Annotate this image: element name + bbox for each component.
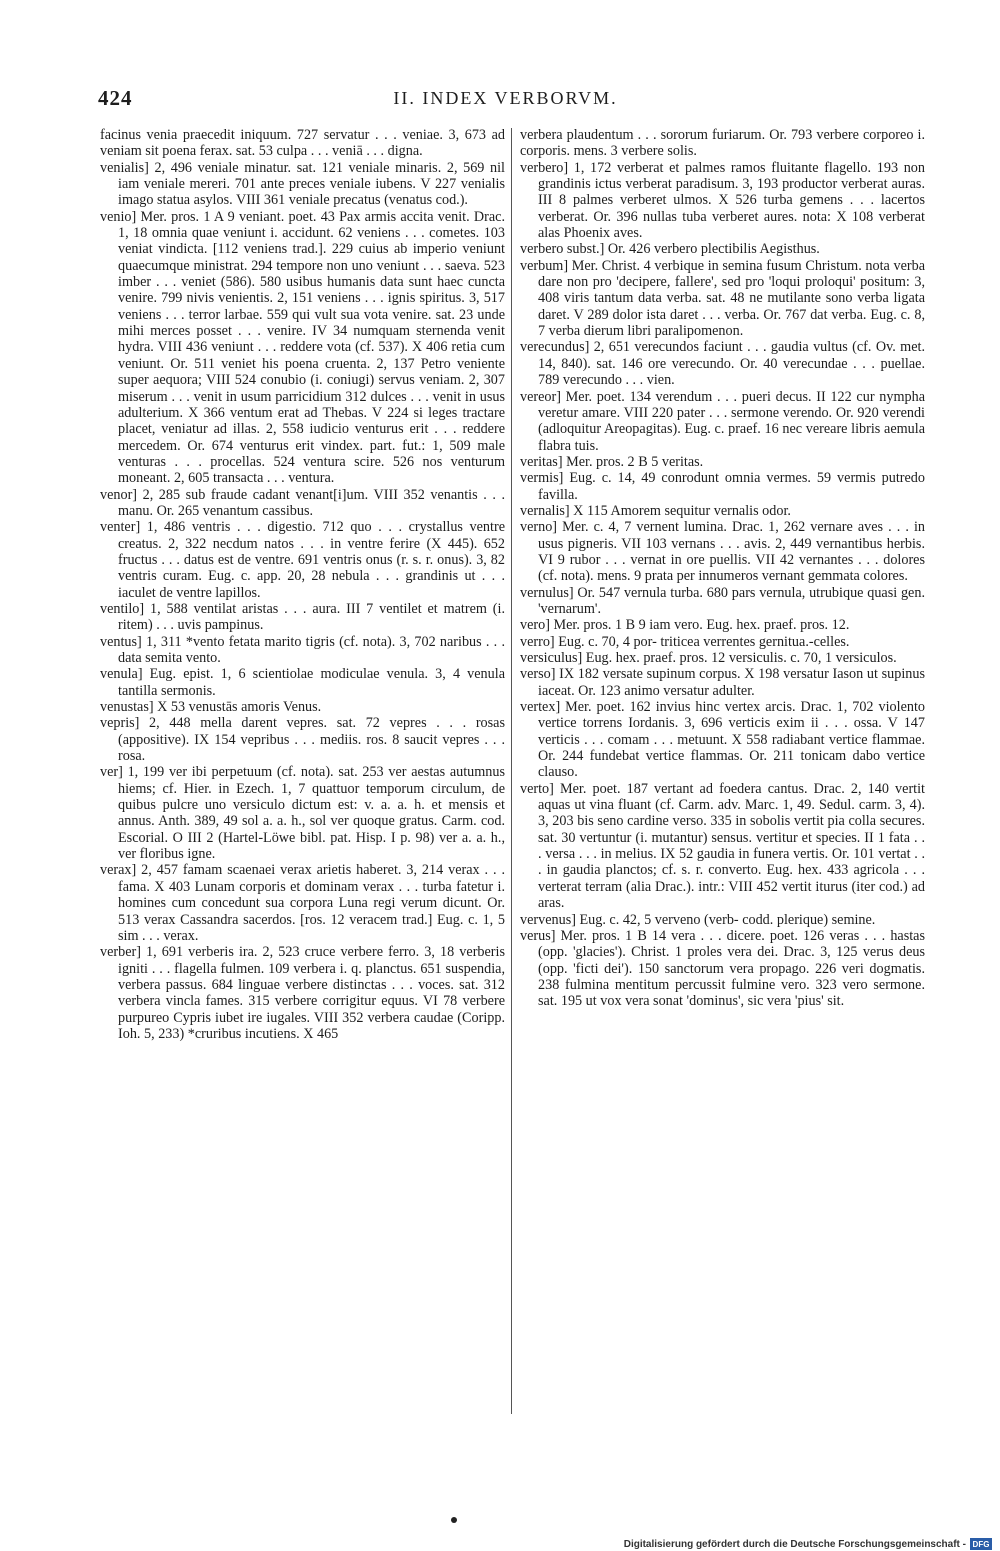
index-entry: vereor] Mer. poet. 134 verendum . . . pueri decus. II 122 cur nympha veretur amare. VIII 220 pater . . . sermone verendo. Or. 920 verendi (adloquitur Areopagitas). Eug. c. praef. 16 nec vereare libris aemula flabra tuis. [520,388,925,454]
index-entry: ventus] 1, 311 *vento fetata marito tigris (cf. nota). 3, 702 naribus . . . data semita vento. [100,633,505,666]
index-entry: vernulus] Or. 547 vernula turba. 680 pars vernula, utrubique quasi gen. 'vernarum'. [520,584,925,617]
index-entry: venustas] X 53 venustās amoris Venus. [100,699,322,716]
index-entry: ver] 1, 199 ver ibi perpetuum (cf. nota). sat. 253 ver aestas autumnus hiems; cf. Hier. in Ezech. 1, 7 quattuor temporum circulum, de quibus pulcre uno versiculo dictum est: v. a. a. h. et mensis et annus. Anth. 389, 49 sol a. a. h., sol ver quoque gratus. Carm. cod. Escorial. O III 2 (Hartel-Löwe bibl. pat. Hisp. I p. 98) ver a. a. h., ver floribus igne. [100,764,505,863]
index-entry: versiculus] Eug. hex. praef. pros. 12 versiculis. c. 70, 1 versiculos. [520,650,897,666]
index-entry: verso] IX 182 versate supinum corpus. X 198 versatur Iason ut supinus iaceat. Or. 123 animo versatur adulter. [520,666,925,699]
index-entry: ventilo] 1, 588 ventilat aristas . . . aura. III 7 ventilet et matrem (i. ritem) . . . uvis pampinus. [100,600,505,634]
index-entry: venio] Mer. pros. 1 A 9 veniant. poet. 43 Pax armis accita venit. Drac. 1, 18 omnia quae veniunt i. accidunt. 62 veniens . . . cometes. 103 veniat vindicta. [112 veniens trad.]. 229 cuius ab imperio veniunt quaecumque ministrat. 294 tempore non uno veniunt . . . saeva. 523 imber . . . veniet (586). 580 usibus humanis data sunt haec cuncta venire. 799 nivis venientis. 2, 151 veniens . . . ignis spiritus. 3, 517 veniens . . . terror larbae. 559 qui vult sua vota venire. sat. 23 unde mihi merces posset . . . venire. IV 34 numquam sternenda venit hydra. VIII 436 veniunt . . . reddere vota (cf. 537). X 406 retia cum veniunt. Or. 511 veniet his poena cruenta. 2, 137 Petro veniente super aequora; VIII 524 conubio (i. coniugi) servus veniam. 2, 307 miserum . . . venit in usum parricidium 312 dulces . . . venit in usus adulterium. X 366 ventum erat ad Thebas. V 224 si leges tractare placet, veniatur ad illas. 2, 558 iudicio venturus erit . . . reddere mercedem. Or. 674 venturus erit vindex. part. fut.: 1, 509 male venturas . . . procellas. 524 ventura scire. 526 nos venturum moneant. 2, 605 transacta . . . ventura. [100,208,505,487]
index-entry: vertex] Mer. poet. 162 invius hinc vertex arcis. Drac. 1, 702 violento vertice torrens Iordanis. 3, 696 verticis exim ii . . . ossa. V 147 verticis . . . comam . . . metuunt. X 558 radiabant vertice flammae. Or. 244 fundebat vertice flammas. Or. 211 tonicam dabo vertice clauso. [520,699,925,781]
index-entry: verbera plaudentum . . . sororum furiarum. Or. 793 verbere corporeo i. corporis. mens. 3 verbere solis. [520,127,925,160]
right-column [520,127,925,1010]
index-entry: facinus venia praecedit iniquum. 727 servatur . . . veniae. 3, 673 ad veniam sit poena ferax. sat. 53 culpa . . . veniā . . . digna. [100,127,505,160]
index-entry: vervenus] Eug. c. 42, 5 verveno (verb- codd. plerique) semine. [520,911,876,928]
index-entry: verno] Mer. c. 4, 7 vernent lumina. Drac. 1, 262 vernare aves . . . in usus pigneris. VII 103 vernans . . . avis. 2, 449 vernantibus herbis. VI 9 rubor . . . vernat in ore puellis. VII 42 vernantes . . . dolores (cf. nota). mens. 9 prata per innumeros vernant gemmata colores. [520,519,925,585]
index-entry: vernalis] X 115 Amorem sequitur vernalis odor. [520,502,791,519]
index-entry: verro] Eug. c. 70, 4 por- triticea verrentes gernitua.-celles. [520,633,850,650]
page-mark-dot [451,1517,457,1523]
page-header [98,86,913,116]
column-divider [511,128,512,1414]
index-entry: verus] Mer. pros. 1 B 14 vera . . . dicere. poet. 126 veras . . . hastas (opp. 'glacies'). Christ. 1 proles vera dei. Drac. 3, 125 verus deus (opp. 'ficti dei'). 150 sanctorum vera propago. 226 veri dogmatis. 238 fulmina mentitum percussit fulmine vero. 323 vero sermone. sat. 195 ut vox vera sonat 'dominus', sic vera 'pius' sit. [520,927,925,1010]
index-entry: venula] Eug. epist. 1, 6 scientiolae modiculae venula. 3, 4 venula tantilla sermonis. [100,666,505,699]
index-entry: verbum] Mer. Christ. 4 verbique in semina fusum Christum. nota verba dare non pro 'decipere, fallere', sed pro 'loqui proloqui' positum: 3, 408 viris tantum data verba. sat. 48 ne mutilante sono verba ligata daret. V 289 dolor ista daret . . . verba. Or. 767 dat verba. Eug. c. 8, 7 verba dierum libri paralipomenon. [520,257,925,340]
index-entry: verber] 1, 691 verberis ira. 2, 523 cruce verbere ferro. 3, 18 verberis igniti . . . flagella fulmen. 109 verbera i. q. planctus. 651 suspendia, verbera passus. 684 linguae verbere distinctas . . . voces. sat. 312 verbera vincla fames. 315 verbere corrigitur equus. VI 78 verbere purpureo Cypris iubet ire iugales. VIII 352 verbera caudae (Coripp. Ioh. 5, 233) *cruribus incutiens. X 465 [100,944,505,1042]
index-entry: venter] 1, 486 ventris . . . digestio. 712 quo . . . crystallus ventre creatus. 2, 322 necdum natos . . . in ventre ferire (X 445). 652 fructus . . . datus est de ventre. 691 ventris onus (r. s. r. onus). 3, 82 ventris curam. Eug. c. app. 20, 28 nebula . . . grandinis ut . . . iaculet de ventre lapillos. [100,519,505,601]
index-entry: venialis] 2, 496 veniale minatur. sat. 121 veniale minaris. 2, 569 nil iam veniale mereri. 701 ante preces veniale iubens. V 227 venialis imago statua asylos. VIII 361 veniale precatus (venatus cod.). [100,159,505,209]
index-entry: vero] Mer. pros. 1 B 9 iam vero. Eug. hex. praef. pros. 12. [520,617,850,634]
index-entry: verto] Mer. poet. 187 vertant ad foedera cantus. Drac. 2, 140 vertit aquas ut vina fluant (cf. Carm. adv. Marc. 1, 49. Sedul. carm. 3, 4). 3, 203 bis seno cardine verso. 335 in sobolis vertit pia colla secures. sat. 30 vertuntur (i. mutantur) sensus. vertitur et species. II 1 fata . . . versa . . . in melius. IX 52 gaudia in funera vertis. Or. 101 vertat . . . in gaudia planctos; cf. s. r. converto. Eug. hex. 433 agricola . . . verterat terram (alia Drac.). intr.: VIII 452 vertit iturus (iter cod.) ad aras. [520,780,925,912]
index-entry: venor] 2, 285 sub fraude cadant venant[i]um. VIII 352 venantis . . . manu. Or. 265 venantum cassibus. [100,486,505,519]
index-entry: verecundus] 2, 651 verecundos faciunt . . . gaudia vultus (cf. Ov. met. 14, 840). sat. 146 ore verecundo. Or. 40 verecundae . . . puellae. 789 verecundo . . . vien. [520,339,925,389]
dfg-logo-icon: DFG [970,1538,992,1550]
index-entry: verbero subst.] Or. 426 verbero plectibilis Aegisthus. [520,241,820,258]
running-title: II. INDEX VERBORVM. [393,88,618,108]
left-column [100,127,505,1042]
index-entry: vepris] 2, 448 mella darent vepres. sat. 72 vepres . . . rosas (appositive). IX 154 vepribus . . . mediis. ros. 8 saucit vepres . . . rosa. [100,715,505,765]
index-entry: verax] 2, 457 famam scaenaei verax arietis haberet. 3, 214 verax . . . fama. X 403 Lunam corporis et dominam verax . . . turba fatetur i. homines cum concedunt sua corpora Luna regi verum dicunt. Or. 513 verax Cassandra sacerdos. [ros. 12 veracem trad.] Eug. c. 1, 5 sim . . . verax. [100,862,505,944]
index-entry: veritas] Mer. pros. 2 B 5 veritas. [520,453,704,470]
page-number: 424 [98,86,133,110]
footer-credit: Digitalisierung gefördert durch die Deutsche Forschungsgemeinschaft - [623,1538,966,1550]
index-entry: vermis] Eug. c. 14, 49 conrodunt omnia vermes. 59 vermis putredo favilla. [520,470,925,503]
index-entry: verbero] 1, 172 verberat et palmes ramos fluitante flagello. 193 non grandinis ictus verberat paradisum. 3, 193 productor verberat auras. III 8 palmes verberet ulmos. X 526 turba gemens . . . lacertos verberat. Or. 396 nullas tuba verberet aures. nota: X 108 verberat alas Phoenix aves. [520,159,925,242]
